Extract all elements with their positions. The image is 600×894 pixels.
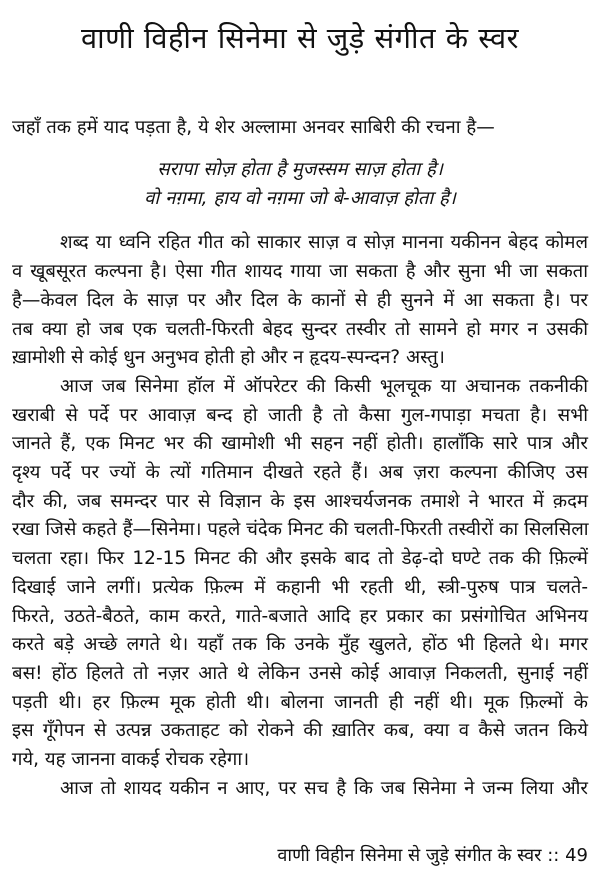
body-line: तब क्या हो जब एक चलती-फिरती बेहद सुन्दर तस्वीर तो सामने हो मगर न उसकी [12, 319, 588, 340]
body-line: शब्द या ध्वनि रहित गीत को साकार साज़ व सोज़ मानना यकीनन बेहद कोमल [60, 232, 588, 253]
body-line: फिरते, उठते-बैठते, काम करते, गाते-बजाते आदि हर प्रकार का प्रसंगोचित अभिनय [12, 606, 588, 627]
body-line: बस! होंठ हिलते तो नज़र आते थे लेकिन उनसे कोई आवाज़ निकलती, सुनाई नहीं [12, 663, 588, 684]
body-line: आज तो शायद यकीन न आए, पर सच है कि जब सिनेमा ने जन्म लिया और [60, 778, 588, 799]
body-line: है—केवल दिल के साज़ पर और दिल के कानों से ही सुनने में आ सकता है। पर [12, 290, 588, 311]
body-line: पड़ती थी। हर फ़िल्म मूक होती थी। बोलना जानती ही नहीं थी। मूक फ़िल्मों के [12, 692, 588, 713]
intro-line: जहाँ तक हमें याद पड़ता है, ये शेर अल्लामा अनवर साबिरी की रचना है— [12, 117, 495, 138]
body-line: करते बड़े अच्छे लगते थे। यहाँ तक कि उनके मुँह खुलते, होंठ भी हिलते थे। मगर [12, 634, 588, 655]
body-line: चलता रहा। फिर 12-15 मिनट की और इसके बाद तो डेढ़-दो घण्टे तक की फ़िल्में [12, 548, 588, 569]
chapter-title: वाणी विहीन सिनेमा से जुड़े संगीत के स्वर [81, 21, 519, 55]
body-line: आज जब सिनेमा हॉल में ऑपरेटर की किसी भूलचूक या अचानक तकनीकी [60, 376, 588, 397]
body-line: गये, यह जानना वाकई रोचक रहेगा। [12, 749, 250, 770]
body-line: दिखाई जाने लगीं। प्रत्येक फ़िल्म में कहानी भी रहती थी, स्त्री-पुरुष पात्र चलते- [12, 577, 588, 598]
body-line: इस गूँगेपन से उत्पन्न उकताहट को रोकने की ख़ातिर कब, क्या व कैसे जतन किये [12, 720, 588, 741]
verse-line: सरापा सोज़ होता है मुजस्सम साज़ होता है। [157, 159, 443, 180]
body-line: दृश्य पर्दे पर ज्यों के त्यों गतिमान दीखते रहते हैं। अब ज़रा कल्पना कीजिए उस [12, 462, 588, 483]
body-line: ख़ामोशी से कोई धुन अनुभव होती हो और न हृदय-स्पन्दन? अस्तु। [12, 347, 445, 368]
page-footer: वाणी विहीन सिनेमा से जुड़े संगीत के स्वर :: 49 [277, 845, 588, 866]
body-line: जानते हैं, एक मिनट भर की खामोशी भी सहन नहीं होती। हालाँकि सारे पात्र और [12, 433, 588, 454]
verse-line: वो नग़मा, हाय वो नग़मा जो बे-आवाज़ होता है। [144, 188, 456, 209]
body-line: खराबी से पर्दे पर आवाज़ बन्द हो जाती है तो कैसा गुल-गपाड़ा मचता है। सभी [12, 405, 588, 426]
body-line: दौर की, जब समन्दर पार से विज्ञान के इस आश्चर्यजनक तमाशे ने भारत में क़दम [12, 491, 588, 512]
body-line: रखा जिसे कहते हैं—सिनेमा। पहले चंदेक मिनट की चलती-फिरती तस्वीरों का सिलसिला [12, 519, 589, 540]
body-line: व खूबसूरत कल्पना है। ऐसा गीत शायद गाया जा सकता है और सुना भी जा सकता [12, 261, 588, 282]
